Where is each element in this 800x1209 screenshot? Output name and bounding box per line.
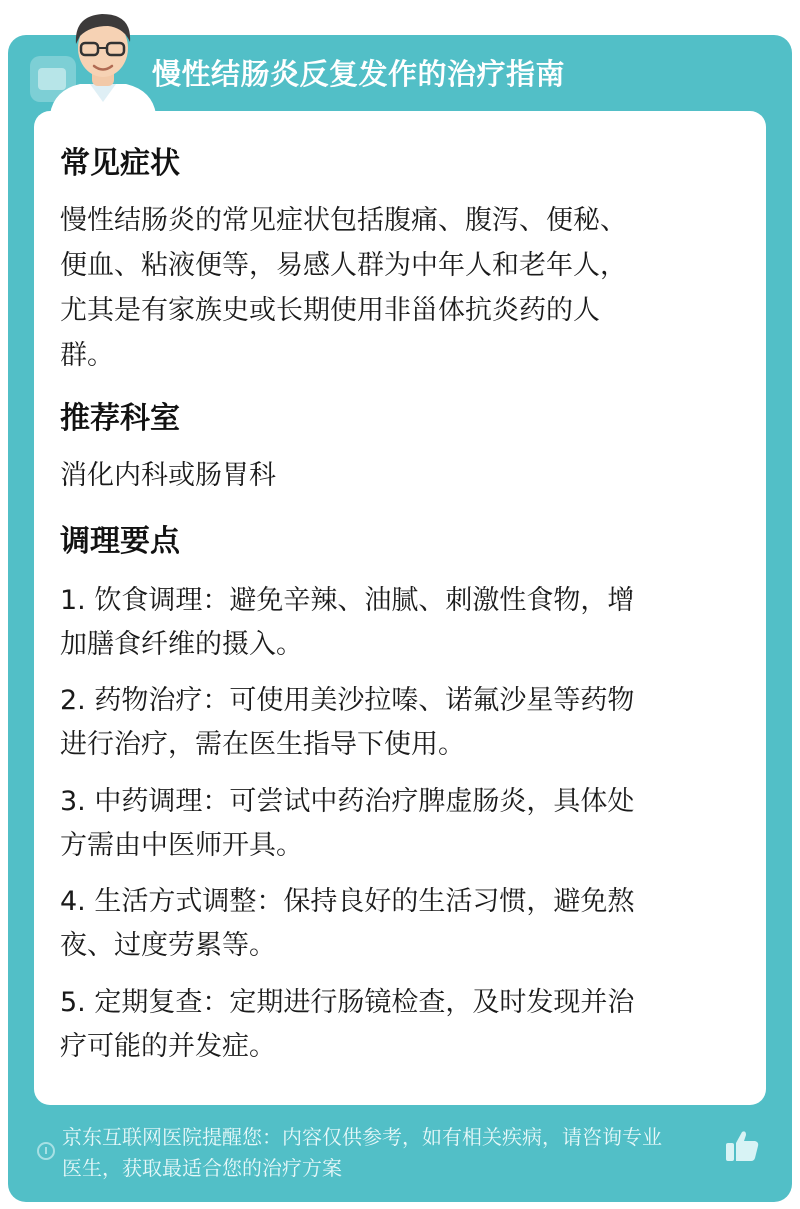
- care-item-1-line-2: 加膳食纤维的摄入。: [60, 629, 303, 660]
- symptoms-line-2: 便血、粘液便等，易感人群为中年人和老年人，: [60, 250, 627, 281]
- doctor-avatar: [44, 6, 162, 114]
- care-item-4-line-1: 4. 生活方式调整：保持良好的生活习惯，避免熬: [60, 886, 635, 917]
- thumbs-up-icon[interactable]: [724, 1128, 760, 1164]
- department-text: 消化内科或肠胃科: [60, 460, 276, 491]
- page-title: 慢性结肠炎反复发作的治疗指南: [152, 57, 566, 91]
- care-item-5-line-1: 5. 定期复查：定期进行肠镜检查，及时发现并治: [60, 987, 635, 1018]
- footer-line-2: 医生，获取最适合您的治疗方案: [62, 1156, 342, 1180]
- footer-line-1: 京东互联网医院提醒您：内容仅供参考，如有相关疾病，请咨询专业: [62, 1125, 662, 1149]
- care-item-2-line-2: 进行治疗，需在医生指导下使用。: [60, 729, 465, 760]
- section-title-care: 调理要点: [60, 524, 180, 559]
- care-item-3-line-2: 方需由中医师开具。: [60, 830, 303, 861]
- symptoms-line-3: 尤其是有家族史或长期使用非甾体抗炎药的人: [60, 295, 600, 326]
- symptoms-line-1: 慢性结肠炎的常见症状包括腹痛、腹泻、便秘、: [60, 205, 627, 236]
- footer-disclaimer: [62, 1122, 732, 1184]
- info-icon: [37, 1142, 55, 1160]
- section-title-symptoms: 常见症状: [60, 146, 180, 181]
- care-item-2-line-1: 2. 药物治疗：可使用美沙拉嗪、诺氟沙星等药物: [60, 685, 635, 716]
- care-item-5-line-2: 疗可能的并发症。: [60, 1031, 276, 1062]
- care-item-3-line-1: 3. 中药调理：可尝试中药治疗脾虚肠炎，具体处: [60, 786, 635, 817]
- care-item-4-line-2: 夜、过度劳累等。: [60, 930, 276, 961]
- symptoms-line-4: 群。: [60, 340, 114, 371]
- section-title-department: 推荐科室: [60, 401, 180, 436]
- care-item-1-line-1: 1. 饮食调理：避免辛辣、油腻、刺激性食物，增: [60, 585, 635, 616]
